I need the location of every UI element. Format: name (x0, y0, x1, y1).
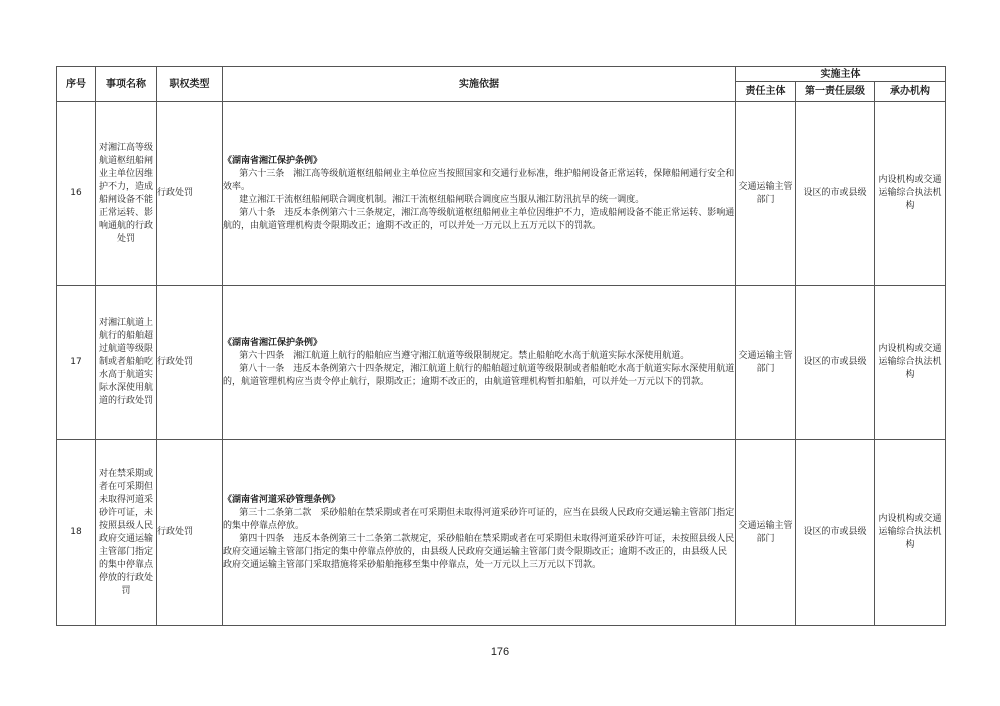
row-responsible: 交通运输主管部门 (736, 440, 796, 626)
row-basis (223, 286, 736, 440)
page-number: 176 (490, 646, 510, 658)
row-basis (223, 102, 736, 286)
basis-paragraph: 第三十二条第二款 采砂船舶在禁采期或者在可采期但未取得河道采砂许可证的，应当在县级人民政府交通运输主管部门指定的集中停靠点停放。 (223, 507, 735, 531)
row-handling: 内设机构或交通运输综合执法机构 (875, 102, 946, 286)
header-handling: 承办机构 (875, 82, 946, 102)
basis-paragraph: 第四十四条 违反本条例第三十二条第二款规定，采砂船舶在禁采期或者在可采期但未取得河道采砂许可证，未按照县级人民政府交通运输主管部门指定的集中停靠点停放的，由县级人民政府交通运输主管部门责令限期改正；逾期不改正的，由县级人民政府交通运输主管部门采取措施将采砂船舶拖移至集中停靠点，处一万元以上三万元以下罚款。 (223, 533, 735, 570)
header-basis: 实施依据 (223, 67, 736, 102)
basis-paragraph: 建立湘江干流枢纽船闸联合调度机制。湘江干流枢纽船闸联合调度应当服从湘江防汛抗旱的统一调度。 (239, 194, 645, 205)
row-item-name: 对在禁采期或者在可采期但未取得河道采砂许可证，未按照县级人民政府交通运输主管部门指定的集中停靠点停放的行政处罚 (96, 440, 157, 626)
basis-paragraph: 第六十三条 湘江高等级航道枢纽船闸业主单位应当按照国家和交通行业标准，维护船闸设备正常运转，保障船闸通行安全和效率。 (223, 168, 735, 192)
header-item-name: 事项名称 (96, 67, 157, 102)
power-list-table (56, 66, 946, 626)
row-no: 17 (57, 286, 96, 440)
law-title: 《湖南省湘江保护条例》 (223, 155, 323, 166)
row-responsible: 交通运输主管部门 (736, 102, 796, 286)
row-power-type: 行政处罚 (157, 286, 223, 440)
row-power-type: 行政处罚 (157, 102, 223, 286)
law-title: 《湖南省湘江保护条例》 (223, 337, 323, 348)
row-handling: 内设机构或交通运输综合执法机构 (875, 286, 946, 440)
header-responsible: 责任主体 (736, 82, 796, 102)
law-title: 《湖南省河道采砂管理条例》 (223, 494, 341, 505)
table-row (57, 440, 946, 626)
header-first-level: 第一责任层级 (796, 82, 875, 102)
header-row-top (57, 67, 946, 82)
table-row (57, 102, 946, 286)
header-power-type: 职权类型 (157, 67, 223, 102)
row-first-level: 设区的市或县级 (796, 286, 875, 440)
row-no: 18 (57, 440, 96, 626)
row-no: 16 (57, 102, 96, 286)
row-basis (223, 440, 736, 626)
table-row (57, 286, 946, 440)
row-first-level: 设区的市或县级 (796, 440, 875, 626)
basis-paragraph: 第六十四条 湘江航道上航行的船舶应当遵守湘江航道等级限制规定。禁止船舶吃水高于航道实际水深使用航道。 (239, 350, 690, 361)
row-power-type: 行政处罚 (157, 440, 223, 626)
header-subject-group: 实施主体 (736, 67, 946, 82)
row-item-name: 对湘江高等级航道枢纽船闸业主单位因维护不力，造成船闸设备不能正常运转、影响通航的行政处罚 (96, 102, 157, 286)
basis-paragraph: 第八十一条 违反本条例第六十四条规定，湘江航道上航行的船舶超过航道等级限制或者船舶吃水高于航道实际水深使用航道的，航道管理机构应当责令停止航行，限期改正；逾期不改正的，由航道管理机构暂扣船舶，可以并处一万元以下的罚款。 (223, 363, 735, 387)
row-item-name: 对湘江航道上航行的船舶超过航道等级限制或者船舶吃水高于航道实际水深使用航道的行政处罚 (96, 286, 157, 440)
header-no: 序号 (57, 67, 96, 102)
basis-paragraph: 第八十条 违反本条例第六十三条规定，湘江高等级航道枢纽船闸业主单位因维护不力，造成船闸设备不能正常运转、影响通航的，由航道管理机构责令限期改正；逾期不改正的，可以并处一万元以上五万元以下的罚款。 (223, 207, 735, 231)
row-first-level: 设区的市或县级 (796, 102, 875, 286)
row-handling: 内设机构或交通运输综合执法机构 (875, 440, 946, 626)
row-responsible: 交通运输主管部门 (736, 286, 796, 440)
